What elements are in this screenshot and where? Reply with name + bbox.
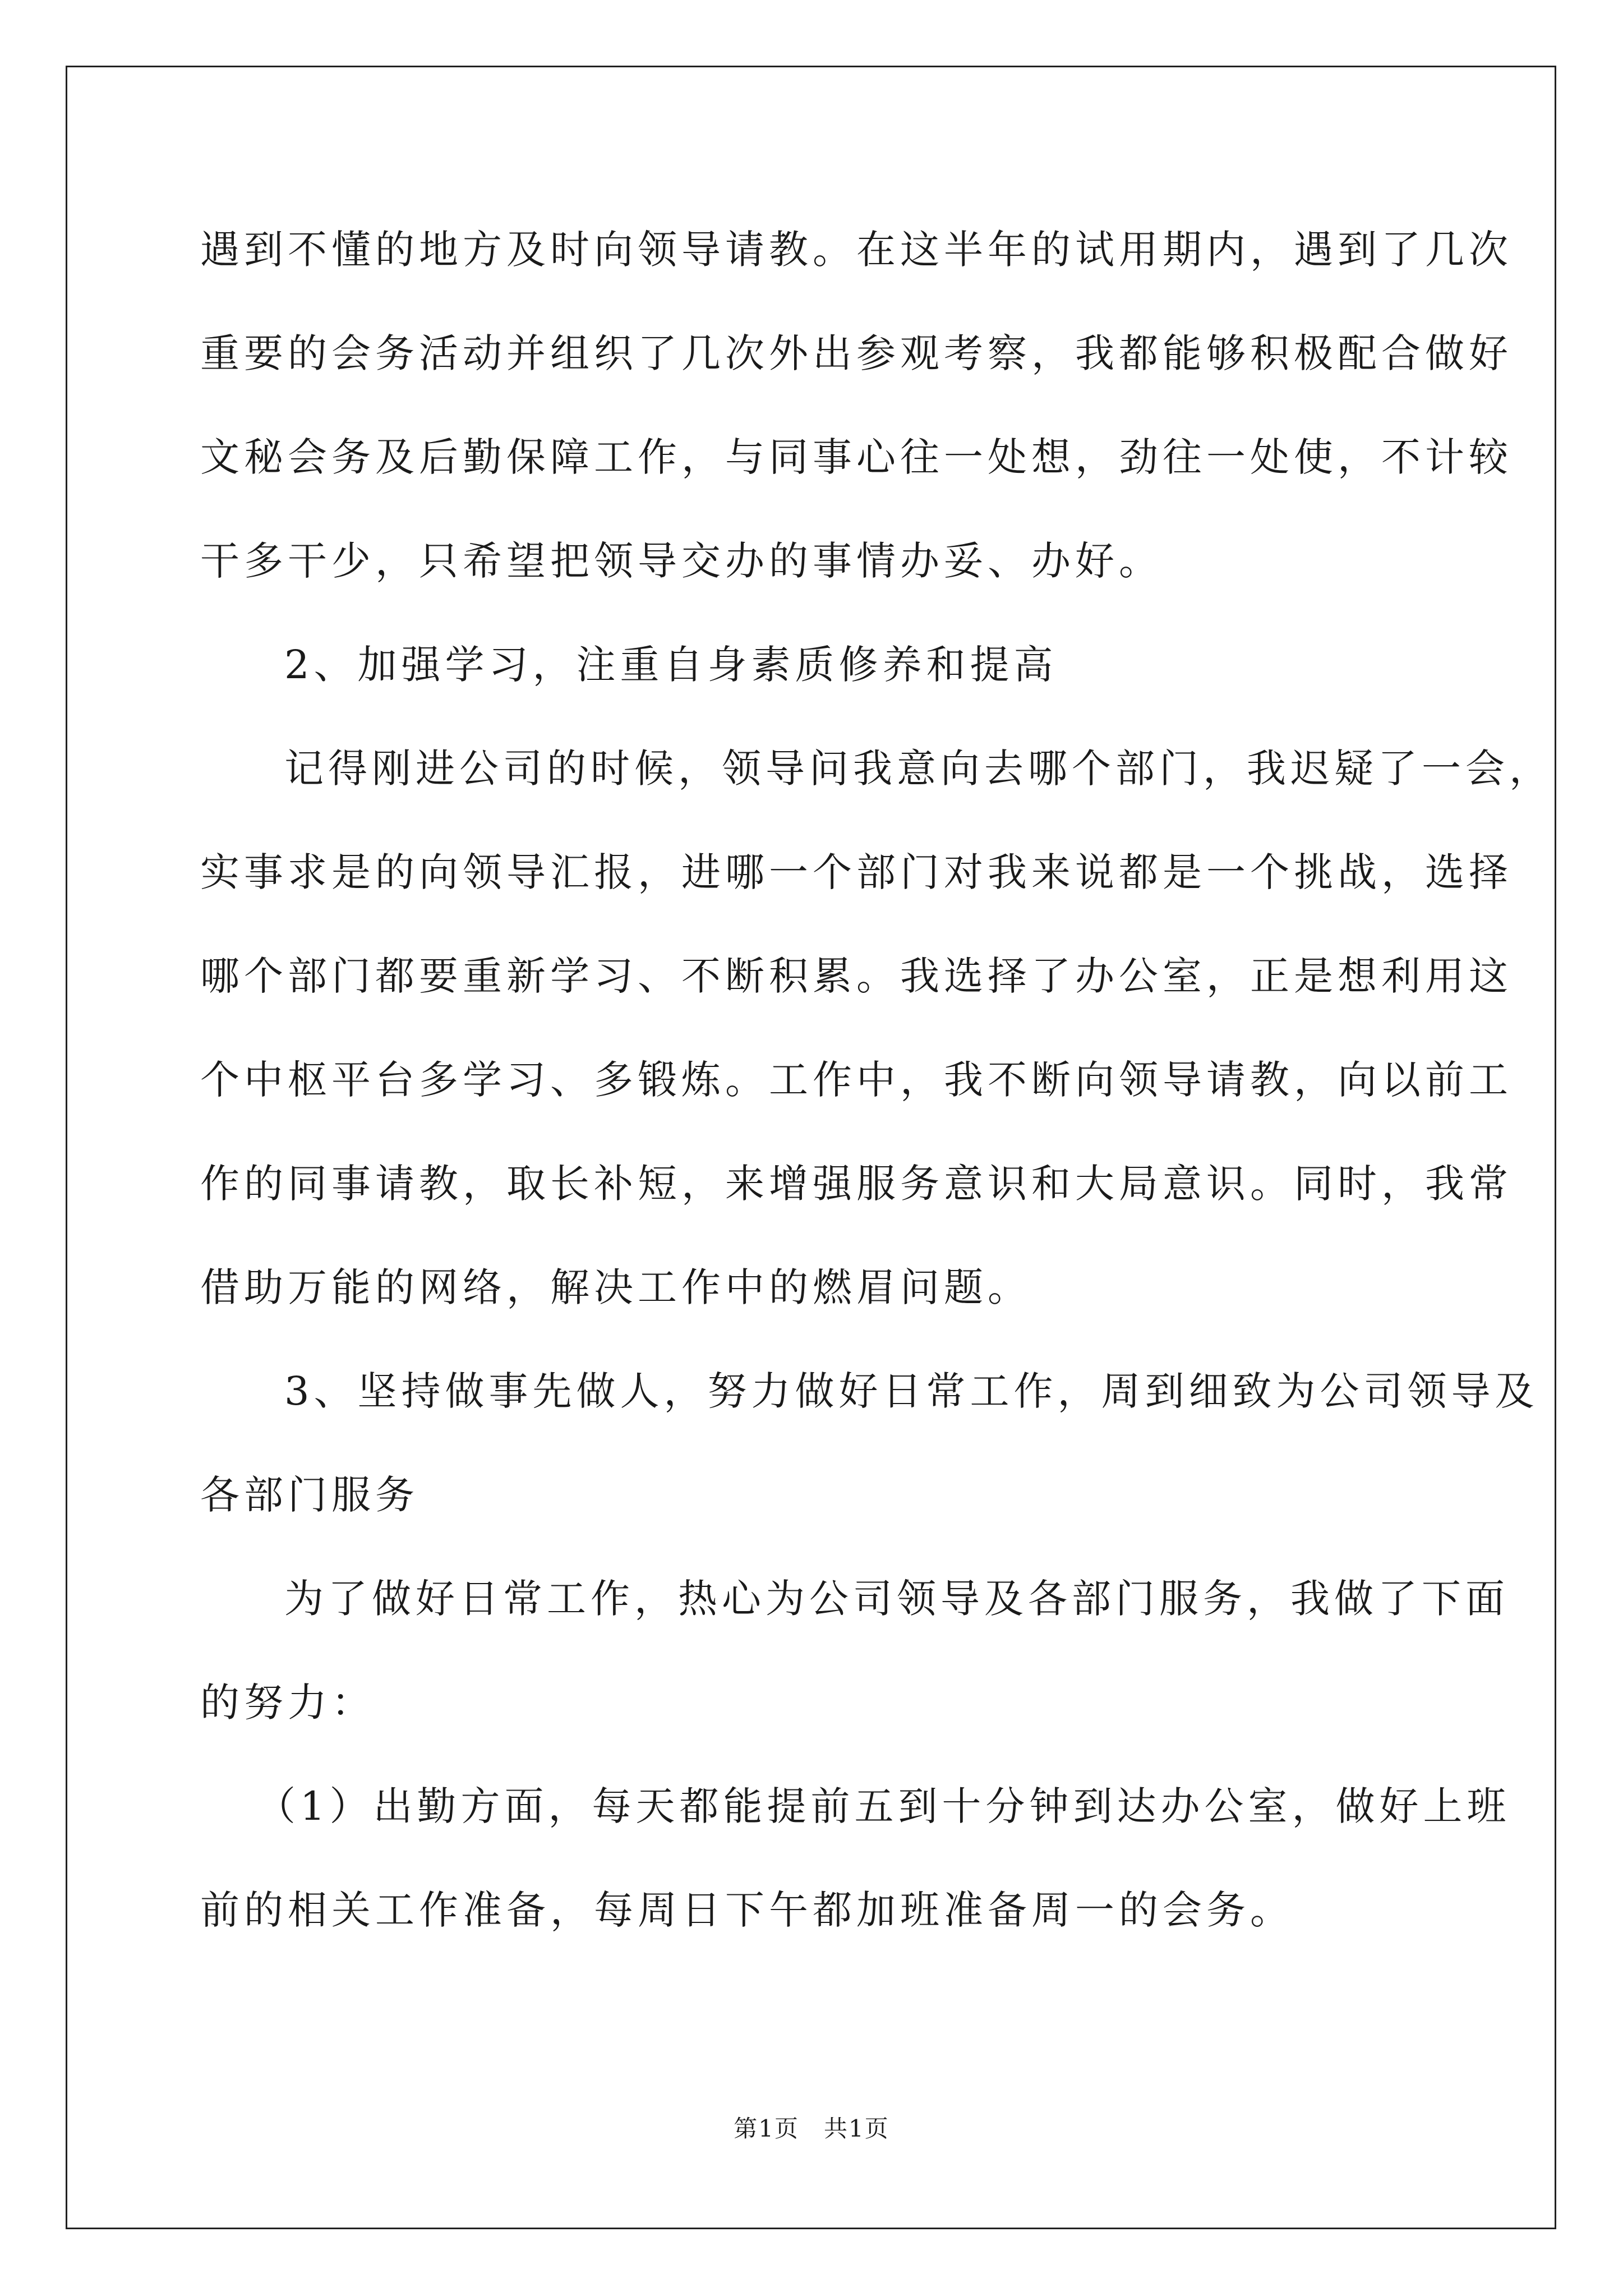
text-line: 个中枢平台多学习、多锻炼。工作中，我不断向领导请教，向以前工 — [200, 1057, 1513, 1103]
text-line: 为了做好日常工作，热心为公司领导及各部门服务，我做了下面 — [284, 1576, 1509, 1622]
text-line: 前的相关工作准备，每周日下午都加班准备周一的会务。 — [200, 1887, 1294, 1933]
text-line: 实事求是的向领导汇报，进哪一个部门对我来说都是一个挑战，选择 — [200, 849, 1513, 895]
list-item: （1）出勤方面，每天都能提前五到十分钟到达办公室，做好上班 — [256, 1783, 1511, 1829]
section-heading-continued: 各部门服务 — [200, 1472, 419, 1518]
text-line: 借助万能的网络，解决工作中的燃眉问题。 — [200, 1264, 1031, 1310]
text-line: 重要的会务活动并组织了几次外出参观考察，我都能够积极配合做好 — [200, 330, 1513, 376]
text-line: 干多干少，只希望把领导交办的事情办妥、办好。 — [200, 538, 1163, 584]
section-heading: 3、坚持做事先做人，努力做好日常工作，周到细致为公司领导及 — [284, 1368, 1539, 1414]
section-heading: 2、加强学习，注重自身素质修养和提高 — [284, 642, 1058, 688]
page-number-footer: 第1页 共1页 — [734, 2115, 889, 2142]
text-line: 哪个部门都要重新学习、不断积累。我选择了办公室，正是想利用这 — [200, 953, 1513, 999]
text-line: 记得刚进公司的时候，领导问我意向去哪个部门，我迟疑了一会， — [284, 746, 1553, 792]
text-line: 文秘会务及后勤保障工作，与同事心往一处想，劲往一处使，不计较 — [200, 434, 1513, 480]
text-line: 作的同事请教，取长补短，来增强服务意识和大局意识。同时，我常 — [200, 1161, 1513, 1207]
text-line: 遇到不懂的地方及时向领导请教。在这半年的试用期内，遇到了几次 — [200, 227, 1513, 273]
text-line: 的努力： — [200, 1680, 375, 1726]
